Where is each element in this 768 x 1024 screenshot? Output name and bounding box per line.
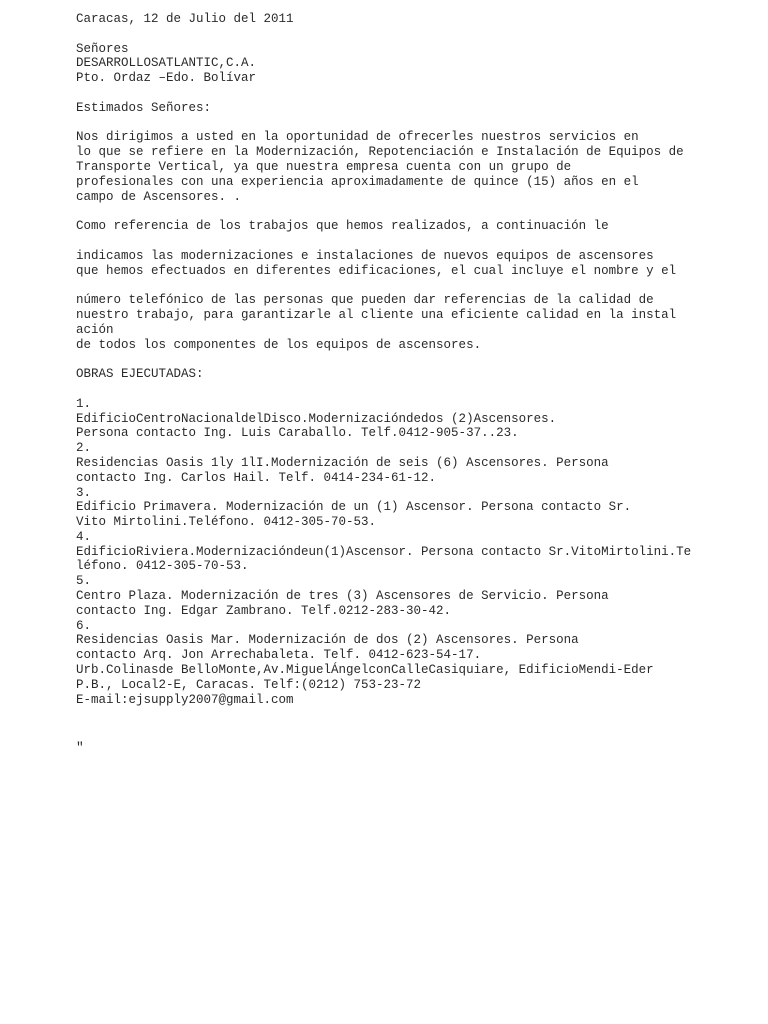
work-line: Edificio Primavera. Modernización de un (1) Ascensor. Persona contacto Sr. bbox=[76, 500, 632, 515]
date-line: Caracas, 12 de Julio del 2011 bbox=[76, 12, 294, 26]
work-item bbox=[76, 441, 756, 485]
work-line: contacto Ing. Carlos Hail. Telf. 0414-234-61-12. bbox=[76, 470, 437, 485]
work-number: 2. bbox=[76, 441, 92, 456]
works-heading: OBRAS EJECUTADAS: bbox=[76, 367, 204, 382]
paragraph-line: de todos los componentes de los equipos de ascensores. bbox=[76, 337, 482, 352]
recipient-block bbox=[76, 42, 756, 86]
address-block bbox=[76, 663, 756, 707]
reference-paragraph-a bbox=[76, 249, 756, 279]
work-line: contacto Ing. Edgar Zambrano. Telf.0212-283-30-42. bbox=[76, 603, 452, 618]
address-line: P.B., Local2-E, Caracas. Telf:(0212) 753-23-72 bbox=[76, 677, 422, 692]
work-line: EdificioRiviera.Modernizacióndeun(1)Ascensor. Persona contacto Sr.VitoMirtolini.Te bbox=[76, 544, 692, 559]
recipient-line: Señores bbox=[76, 41, 129, 56]
work-item bbox=[76, 619, 756, 663]
work-line: Centro Plaza. Modernización de tres (3) Ascensores de Servicio. Persona bbox=[76, 589, 609, 604]
paragraph-line: Nos dirigimos a usted en la oportunidad de ofrecerles nuestros servicios en bbox=[76, 130, 639, 145]
paragraph-line: Transporte Vertical, ya que nuestra empresa cuenta con un grupo de bbox=[76, 159, 572, 174]
address-line: Urb.Colinasde BelloMonte,Av.MiguelÁngelconCalleCasiquiare, EdificioMendi-Eder bbox=[76, 663, 654, 678]
work-line: léfono. 0412-305-70-53. bbox=[76, 559, 249, 574]
work-number: 3. bbox=[76, 485, 92, 500]
work-number: 4. bbox=[76, 529, 92, 544]
work-line: contacto Arq. Jon Arrechabaleta. Telf. 0412-623-54-17. bbox=[76, 648, 482, 663]
work-item bbox=[76, 574, 756, 618]
work-item bbox=[76, 530, 756, 574]
work-number: 1. bbox=[76, 396, 92, 411]
paragraph-line: indicamos las modernizaciones e instalaciones de nuevos equipos de ascensores bbox=[76, 248, 654, 263]
recipient-line: Pto. Ordaz –Edo. Bolívar bbox=[76, 71, 257, 86]
paragraph-line: lo que se refiere en la Modernización, Repotenciación e Instalación de Equipos de bbox=[76, 145, 684, 160]
reference-line: Como referencia de los trabajos que hemos realizados, a continuación le bbox=[76, 219, 609, 234]
work-number: 6. bbox=[76, 618, 92, 633]
work-item bbox=[76, 397, 756, 441]
work-number: 5. bbox=[76, 574, 92, 589]
paragraph-line: ación bbox=[76, 322, 114, 337]
trailing-quote-mark: " bbox=[76, 740, 84, 755]
work-line: Residencias Oasis Mar. Modernización de dos (2) Ascensores. Persona bbox=[76, 633, 579, 648]
letter-body bbox=[76, 12, 756, 707]
work-line: EdificioCentroNacionaldelDisco.Modernizacióndedos (2)Ascensores. bbox=[76, 411, 557, 426]
work-item bbox=[76, 486, 756, 530]
paragraph-line: campo de Ascensores. . bbox=[76, 189, 242, 204]
recipient-line: DESARROLLOSATLANTIC,C.A. bbox=[76, 56, 257, 71]
work-line: Persona contacto Ing. Luis Caraballo. Telf.0412-905-37..23. bbox=[76, 426, 519, 441]
paragraph-line: profesionales con una experiencia aproximadamente de quince (15) años en el bbox=[76, 174, 639, 189]
paragraph-line: número telefónico de las personas que pueden dar referencias de la calidad de bbox=[76, 293, 654, 308]
work-line: Residencias Oasis 1ly 1lI.Modernización de seis (6) Ascensores. Persona bbox=[76, 455, 609, 470]
greeting: Estimados Señores: bbox=[76, 100, 212, 115]
works-list bbox=[76, 397, 756, 663]
intro-paragraph bbox=[76, 130, 756, 204]
paragraph-line: que hemos efectuados en diferentes edificaciones, el cual incluye el nombre y el bbox=[76, 263, 677, 278]
email-line: E-mail:ejsupply2007@gmail.com bbox=[76, 692, 294, 707]
work-line: Vito Mirtolini.Teléfono. 0412-305-70-53. bbox=[76, 515, 377, 530]
reference-paragraph-b bbox=[76, 293, 756, 352]
paragraph-line: nuestro trabajo, para garantizarle al cliente una eficiente calidad en la instal bbox=[76, 307, 677, 322]
